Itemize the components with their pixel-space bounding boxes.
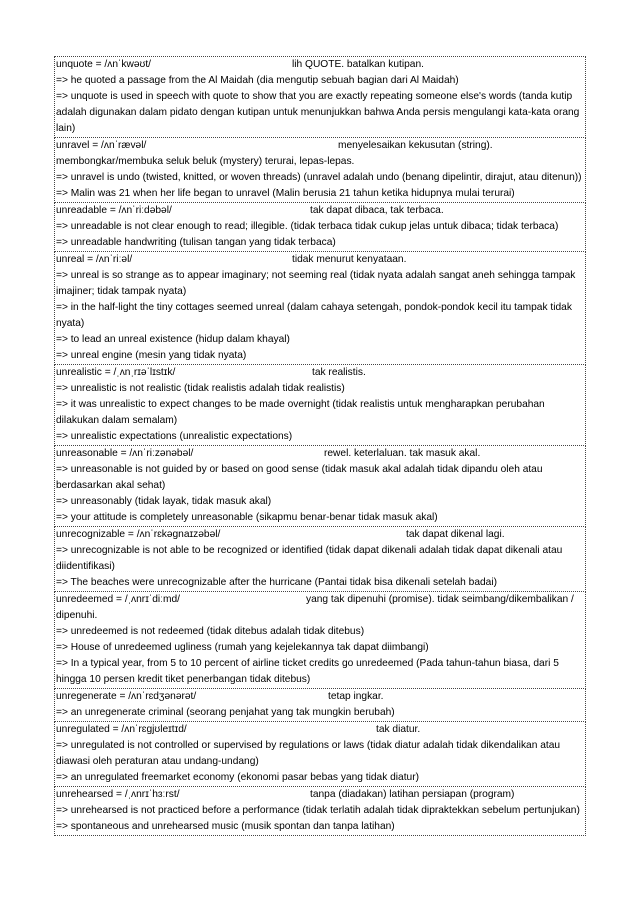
entry-headword: unreal = /ʌnˈriːəl/ [56, 254, 133, 265]
entry-header-line [55, 592, 585, 624]
entry-translation: tak dapat dibaca, tak terbaca. [310, 205, 444, 216]
entry-example-line: => unreasonably (tidak layak, tidak masuk akal) [56, 496, 272, 507]
entry-header-line [55, 252, 585, 268]
dictionary-entry [54, 527, 586, 592]
dictionary-entry [54, 689, 586, 722]
dictionary-entry [54, 365, 586, 446]
entry-example-line: => unreasonable is not guided by or based on good sense (tidak masuk akal adalah tidak dipandu oleh atau berdasarkan akal sehat) [56, 464, 543, 491]
entry-translation: lih QUOTE. batalkan kutipan. [292, 59, 424, 70]
entry-example-line: => unrecognizable is not able to be recognized or identified (tidak dapat dikenali adalah tidak dapat dikenali atau diidentifikasi) [56, 545, 563, 572]
entry-headword: unregulated = /ʌnˈrɛgjʊleɪtɪd/ [56, 724, 187, 735]
dictionary-entry [54, 252, 586, 365]
entry-translation: tak realistis. [312, 367, 366, 378]
entry-example-line: => In a typical year, from 5 to 10 percent of airline ticket credits go unredeemed (Pada tahun-tahun biasa, dari 5 hingga 10 persen kredit tiket penerbangan tidak ditebus) [56, 658, 559, 685]
dictionary-entry [54, 446, 586, 527]
entry-example-line: => unrealistic is not realistic (tidak realistis adalah tidak realistis) [56, 383, 345, 394]
entry-header-line [55, 138, 585, 170]
entry-headword: unreadable = /ʌnˈriːdəbəl/ [56, 205, 172, 216]
entry-example-line: => Malin was 21 when her life began to unravel (Malin berusia 21 tahun ketika hidupnya mulai terurai) [56, 188, 515, 199]
entry-example-line: => unredeemed is not redeemed (tidak ditebus adalah tidak ditebus) [56, 626, 365, 637]
entry-headword: unrecognizable = /ʌnˈrɛkəgnaɪzəbəl/ [56, 529, 221, 540]
dictionary-entry [54, 787, 586, 836]
entry-headword: unreasonable = /ʌnˈriːzənəbəl/ [56, 448, 194, 459]
dictionary-entry [54, 722, 586, 787]
entry-headword: unrealistic = /ˌʌnˌrɪəˈlɪstɪk/ [56, 367, 176, 378]
entry-example-line: => House of unredeemed ugliness (rumah yang kejelekannya tak dapat diimbangi) [56, 642, 429, 653]
entry-header-line [55, 527, 585, 543]
dictionary-entry [54, 203, 586, 252]
entry-example-line: => unquote is used in speech with quote to show that you are exactly repeating someone else's words (tanda kutip adalah digunakan dalam pidato dengan kutipan untuk menunjukkan bahwa Anda persis mengulangi kata-kata orang lain) [56, 91, 580, 134]
entry-example-line: => an unregenerate criminal (seorang penjahat yang tak mungkin berubah) [56, 707, 395, 718]
entry-example-line: => unreadable is not clear enough to read; illegible. (tidak terbaca tidak cukup jelas untuk dibaca; tidak terbaca) [56, 221, 559, 232]
entry-header-line [55, 722, 585, 738]
entry-headword: unredeemed = /ˌʌnrɪˈdiːmd/ [56, 594, 180, 605]
entry-translation: yang tak dipenuhi (promise). tidak seimbang/dikembalikan / dipenuhi. [56, 594, 574, 621]
entry-example-line: => unravel is undo (twisted, knitted, or woven threads) (unravel adalah undo (benang dipelintir, dirajut, atau ditenun)) [56, 172, 582, 183]
entry-example-line: => unregulated is not controlled or supervised by regulations or laws (tidak diatur adalah tidak dikendalikan atau diawasi oleh peraturan atau undang-undang) [56, 740, 561, 767]
dictionary-entry [54, 56, 586, 138]
entry-header-line [55, 203, 585, 219]
entry-translation: tak dapat dikenal lagi. [406, 529, 505, 540]
entry-translation: menyelesaikan kekusutan (string). membongkar/membuka seluk beluk (mystery) terurai, lepas-lepas. [56, 140, 493, 167]
entry-example-line: => he quoted a passage from the Al Maidah (dia mengutip sebuah bagian dari Al Maidah) [56, 75, 459, 86]
entry-example-line: => it was unrealistic to expect changes to be made overnight (tidak realistis untuk mengharapkan perubahan dilakukan dalam semalam) [56, 399, 545, 426]
entry-header-line [55, 689, 585, 705]
dictionary-entry [54, 592, 586, 689]
entry-headword: unquote = /ʌnˈkwəʊt/ [56, 59, 151, 70]
entry-header-line [55, 446, 585, 462]
entry-example-line: => to lead an unreal existence (hidup dalam khayal) [56, 334, 290, 345]
entry-example-line: => The beaches were unrecognizable after the hurricane (Pantai tidak bisa dikenali setelah badai) [56, 577, 497, 588]
entry-header-line [55, 365, 585, 381]
entry-headword: unravel = /ʌnˈrævəl/ [56, 140, 147, 151]
dictionary-document [54, 56, 586, 836]
entry-translation: tanpa (diadakan) latihan persiapan (program) [310, 789, 515, 800]
entry-translation: tetap ingkar. [328, 691, 384, 702]
entry-example-line: => an unregulated freemarket economy (ekonomi pasar bebas yang tidak diatur) [56, 772, 419, 783]
entry-translation: tak diatur. [376, 724, 421, 735]
entry-translation: rewel. keterlaluan. tak masuk akal. [324, 448, 481, 459]
entry-example-line: => unrehearsed is not practiced before a performance (tidak terlatih adalah tidak dipraktekkan sebelum pertunjukan) [56, 805, 580, 816]
entry-example-line: => unreal engine (mesin yang tidak nyata) [56, 350, 247, 361]
entry-example-line: => spontaneous and unrehearsed music (musik spontan dan tanpa latihan) [56, 821, 395, 832]
entry-example-line: => unreal is so strange as to appear imaginary; not seeming real (tidak nyata adalah sangat aneh sehingga tampak imajiner; tidak tampak nyata) [56, 270, 576, 297]
entry-header-line [55, 57, 585, 73]
entry-translation: tidak menurut kenyataan. [292, 254, 407, 265]
entry-headword: unrehearsed = /ˌʌnrɪˈhɜːrst/ [56, 789, 180, 800]
entry-example-line: => in the half-light the tiny cottages seemed unreal (dalam cahaya setengah, pondok-pondok kecil itu tampak tidak nyata) [56, 302, 572, 329]
entry-example-line: => unreadable handwriting (tulisan tangan yang tidak terbaca) [56, 237, 336, 248]
dictionary-entry [54, 138, 586, 203]
entry-header-line [55, 787, 585, 803]
entry-headword: unregenerate = /ʌnˈrɛdʒənərət/ [56, 691, 197, 702]
entry-example-line: => unrealistic expectations (unrealistic expectations) [56, 431, 293, 442]
entry-example-line: => your attitude is completely unreasonable (sikapmu benar-benar tidak masuk akal) [56, 512, 438, 523]
